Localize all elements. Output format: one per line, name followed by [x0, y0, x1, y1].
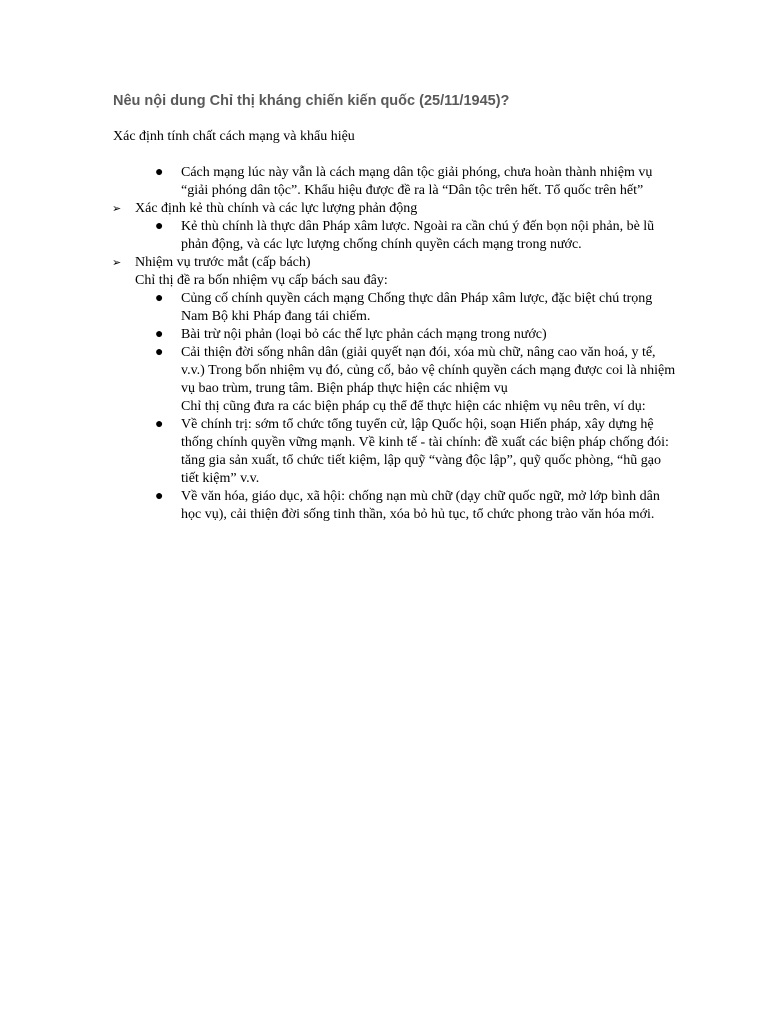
section-title: Xác định kẻ thù chính và các lực lượng phản động	[135, 201, 418, 216]
list-item-text: Bài trừ nội phản (loại bỏ các thế lực phản cách mạng trong nước)	[181, 327, 547, 342]
bullet-icon: ●	[155, 219, 164, 234]
section-heading	[0, 200, 768, 218]
document-body	[0, 164, 768, 524]
intro-line: Xác định tính chất cách mạng và khẩu hiệu	[113, 129, 355, 144]
section-heading	[0, 254, 768, 272]
bullet-icon: ●	[155, 327, 164, 342]
question-heading: Nêu nội dung Chỉ thị kháng chiến kiến quốc (25/11/1945)?	[113, 93, 510, 109]
section-title: Nhiệm vụ trước mắt (cấp bách)	[135, 255, 311, 270]
list-item	[0, 488, 768, 524]
list-item	[0, 416, 768, 488]
subnote-text: Chỉ thị cũng đưa ra các biện pháp cụ thể để thực hiện các nhiệm vụ nêu trên, ví dụ:	[181, 399, 646, 414]
arrow-bullet-icon: ➢	[112, 203, 122, 215]
arrow-bullet-icon: ➢	[112, 257, 122, 269]
list-item-text: Cải thiện đời sống nhân dân (giải quyết nạn đói, xóa mù chữ, nâng cao văn hoá, y tế, v.v.) Trong bốn nhiệm vụ đó, củng cố, bảo vệ chính quyền cách mạng được coi là nhiệm vụ bao trùm, trung tâm. Biện pháp thực hiện các nhiệm vụ	[181, 345, 676, 396]
list-item	[0, 218, 768, 254]
bullet-icon: ●	[155, 345, 164, 360]
bullet-icon: ●	[155, 165, 164, 180]
list-item	[0, 164, 768, 200]
list-item-text: Củng cố chính quyền cách mạng Chống thực dân Pháp xâm lược, đặc biệt chú trọng Nam Bộ khi Pháp đang tái chiếm.	[181, 291, 653, 324]
section-note: Chỉ thị đề ra bốn nhiệm vụ cấp bách sau đây:	[135, 273, 388, 288]
list-item-text: Cách mạng lúc này vẫn là cách mạng dân tộc giải phóng, chưa hoàn thành nhiệm vụ “giải phóng dân tộc”. Khẩu hiệu được đề ra là “Dân tộc trên hết. Tổ quốc trên hết”	[181, 165, 653, 198]
bullet-icon: ●	[155, 291, 164, 306]
bullet-icon: ●	[155, 489, 164, 504]
list-item-text: Kẻ thù chính là thực dân Pháp xâm lược. Ngoài ra cần chú ý đến bọn nội phản, bè lũ phản động, và các lực lượng chống chính quyền cách mạng trong nước.	[181, 219, 655, 252]
list-item	[0, 290, 768, 326]
list-item	[0, 344, 768, 398]
list-item-text: Về văn hóa, giáo dục, xã hội: chống nạn mù chữ (dạy chữ quốc ngữ, mở lớp bình dân học vụ), cải thiện đời sống tinh thần, xóa bỏ hủ tục, tổ chức phong trào văn hóa mới.	[181, 489, 660, 522]
list-item	[0, 326, 768, 344]
list-item-text: Về chính trị: sớm tổ chức tổng tuyển cử, lập Quốc hội, soạn Hiến pháp, xây dựng hệ thống chính quyền vững mạnh. Về kinh tế - tài chính: đề xuất các biện pháp chống đói: tăng gia sản xuất, tổ chức tiết kiệm, lập quỹ “vàng độc lập”, quỹ quốc phòng, “hũ gạo tiết kiệm” v.v.	[181, 417, 669, 486]
bullet-icon: ●	[155, 417, 164, 432]
